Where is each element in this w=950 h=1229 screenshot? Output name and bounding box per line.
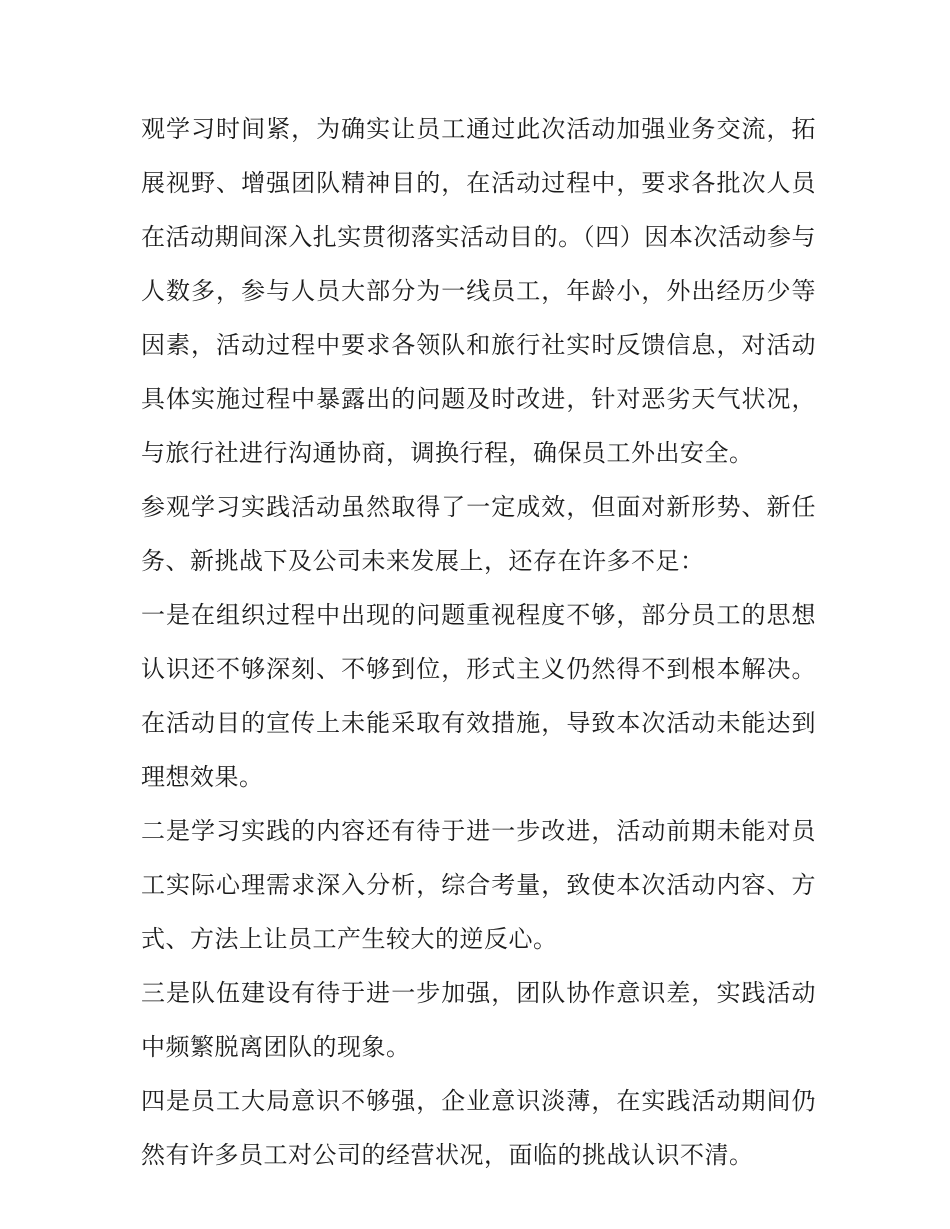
paragraph-issue-one: 一是在组织过程中出现的问题重视程度不够，部分员工的思想认识还不够深刻、不够到位，形式主义仍然得不到根本解决。在活动目的宣传上未能采取有效措施，导致本次活动未能达到理想效果。 [141,601,816,791]
paragraph-issue-two: 二是学习实践的内容还有待于进一步改进，活动前期未能对员工实际心理需求深入分析，综合考量，致使本次活动内容、方式、方法上让员工产生较大的逆反心。 [141,817,816,953]
paragraph-issue-three: 三是队伍建设有待于进一步加强，团队协作意识差，实践活动中频繁脱离团队的现象。 [141,979,816,1061]
document-body [141,102,816,1182]
paragraph-activity-summary: 观学习时间紧，为确实让员工通过此次活动加强业务交流，拓展视野、增强团队精神目的，在活动过程中，要求各批次人员在活动期间深入扎实贯彻落实活动目的。（四）因本次活动参与人数多，参与人员大部分为一线员工，年龄小，外出经历少等因素，活动过程中要求各领队和旅行社实时反馈信息，对活动具体实施过程中暴露出的问题及时改进，针对恶劣天气状况，与旅行社进行沟通协商，调换行程，确保员工外出安全。 [141,115,816,467]
paragraph-shortcomings-intro: 参观学习实践活动虽然取得了一定成效，但面对新形势、新任务、新挑战下及公司未来发展上，还存在许多不足： [141,493,816,575]
paragraph-issue-four: 四是员工大局意识不够强，企业意识淡薄，在实践活动期间仍然有许多员工对公司的经营状况，面临的挑战认识不清。 [141,1087,816,1169]
